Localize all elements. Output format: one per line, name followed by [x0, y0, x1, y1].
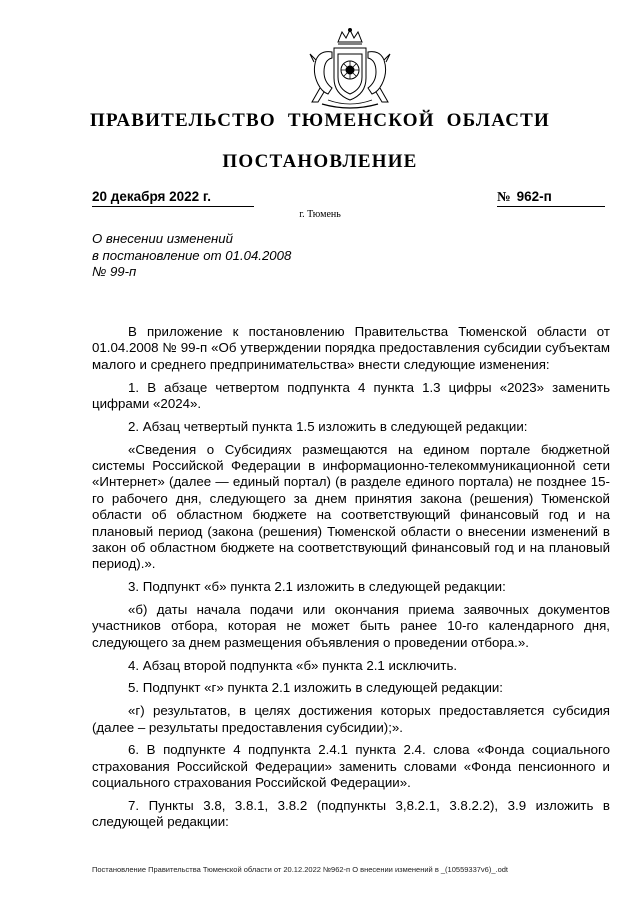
body-paragraph: 6. В подпункте 4 подпункта 2.4.1 пункта 2.4. слова «Фонда социального страхования Российской Федерации» заменить словами «Фонда пенсионного и социального страхования Российской Федерации».	[92, 742, 610, 791]
body-paragraph: 7. Пункты 3.8, 3.8.1, 3.8.2 (подпункты 3,8.2.1, 3.8.2.2), 3.9 изложить в следующей редакции:	[92, 798, 610, 830]
document-type-title: ПОСТАНОВЛЕНИЕ	[222, 151, 418, 172]
document-subject	[92, 231, 352, 281]
body-paragraph: 2. Абзац четвертый пункта 1.5 изложить в следующей редакции:	[128, 418, 528, 434]
body-paragraph: 3. Подпункт «б» пункта 2.1 изложить в следующей редакции:	[128, 579, 506, 595]
page-footer: Постановление Правительства Тюменской области от 20.12.2022 №962-п О внесении изменений в _(10559337v6)_.odt	[92, 865, 509, 874]
document-city: г. Тюмень	[299, 209, 341, 220]
document-number	[497, 188, 605, 207]
body-paragraph: 1. В абзаце четвертом подпункта 4 пункта 1.3 цифры «2023» заменить цифрами «2024».	[92, 379, 610, 412]
coat-of-arms-icon	[298, 28, 402, 112]
body-paragraph: В приложение к постановлению Правительства Тюменской области от 01.04.2008 № 99-п «Об утверждении порядка предоставления субсидии субъектам малого и среднего предпринимательства» внести следующие изменения:	[92, 324, 610, 372]
body-paragraph: «Сведения о Субсидиях размещаются на едином портале бюджетной системы Российской Федерации в информационно-телекоммуникационной сети «Интернет» (далее — единый портал) (в разделе единого портала) не позднее 15-го рабочего дня, следующего за днем принятия закона (решения) Тюменской области об областном бюджете на соответствующий финансовый год и на плановый период (закона (решения) Тюменской области о внесении изменений в закон об областном бюджете на соответствующий финансовый год и на плановый период).».	[92, 441, 610, 572]
subject-line: в постановление от 01.04.2008	[92, 247, 292, 263]
organization-title: ПРАВИТЕЛЬСТВО ТЮМЕНСКОЙ ОБЛАСТИ	[89, 110, 551, 131]
document-date: 20 декабря 2022 г.	[92, 188, 254, 207]
number-value: 962-п	[516, 189, 552, 204]
subject-line: О внесении изменений	[92, 231, 233, 246]
body-paragraph: «б) даты начала подачи или окончания приема заявочных документов участников отбора, которая не может быть ранее 10-го календарного дня, следующего за днем размещения объявления о проведении отбора.».	[92, 602, 610, 650]
number-symbol: №	[497, 189, 511, 204]
subject-line: № 99-п	[92, 264, 137, 279]
body-paragraph: «г) результатов, в целях достижения которых предоставляется субсидия (далее – результаты предоставления субсидии);».	[92, 703, 610, 735]
body-paragraph: 5. Подпункт «г» пункта 2.1 изложить в следующей редакции:	[128, 680, 504, 696]
document-body	[92, 324, 610, 837]
body-paragraph: 4. Абзац второй подпункта «б» пункта 2.1 исключить.	[128, 657, 458, 673]
